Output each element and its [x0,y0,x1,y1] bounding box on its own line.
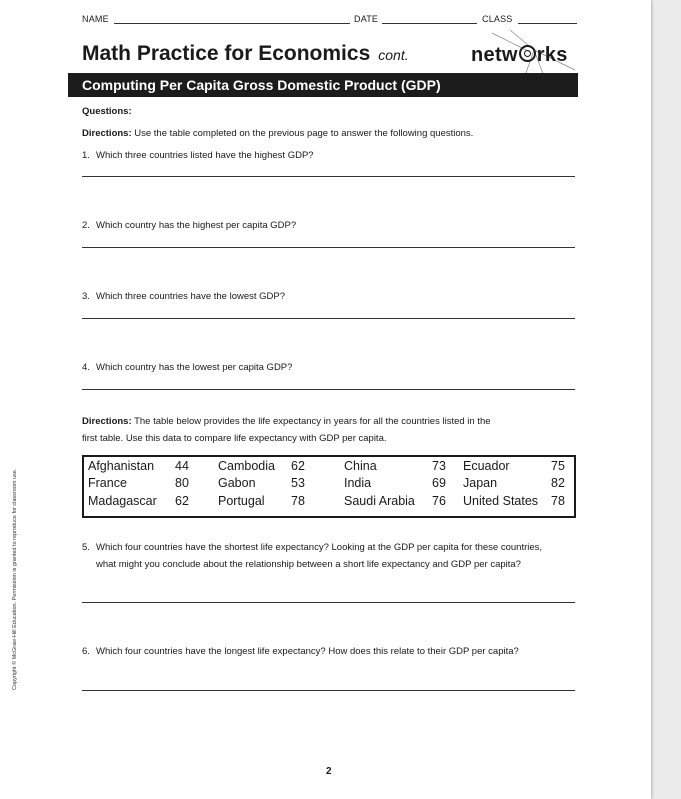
table-cell-country: United States [463,494,539,508]
table-cell-country: Saudi Arabia [344,494,415,508]
table-cell-value: 78 [551,494,565,508]
name-line [114,23,350,24]
table-cell-country: Gabon [218,476,256,490]
networks-logo: netw rks [471,44,568,66]
table-cell-country: China [344,459,377,473]
answer-line-4[interactable] [82,389,575,390]
section-banner [68,73,578,97]
question-2: 2. Which country has the highest per capita GDP? [82,220,297,231]
table-cell-country: India [344,476,372,490]
table-cell-country: Ecuador [463,459,510,473]
table-cell-value: 69 [432,476,446,490]
answer-line-6[interactable] [82,690,575,691]
table-cell-value: 75 [551,459,565,473]
table-cell-value: 53 [291,476,305,490]
answer-line-1[interactable] [82,176,575,177]
directions-2: Directions: The table below provides the life expectancy in years for all the countries listed in the first table. Use this data to compare life expectancy with GDP per capita. [82,416,491,444]
directions-1: Directions: Use the table completed on the previous page to answer the following questions. [82,128,474,139]
question-1: 1. Which three countries listed have the highest GDP? [82,150,314,161]
title-suffix: cont. [378,47,409,63]
table-cell-country: Afghanistan [88,459,155,473]
table-cell-value: 62 [291,459,305,473]
name-label: NAME [82,14,109,24]
table-cell-value: 82 [551,476,565,490]
question-4: 4. Which country has the lowest per capita GDP? [82,362,293,373]
questions-heading: Questions: [82,106,132,117]
table-cell-value: 76 [432,494,446,508]
table-cell-country: Portugal [218,494,265,508]
page-number: 2 [326,766,332,777]
question-5: 5. Which four countries have the shortest life expectancy? Looking at the GDP per capita for these countries, what might you conclude about the relationship between a short life expectancy and GDP per capita? [82,542,543,570]
table-cell-value: 62 [175,494,189,508]
question-3: 3. Which three countries have the lowest GDP? [82,291,286,302]
class-label: CLASS [482,14,513,24]
copyright-notice: Copyright © McGraw-Hill Education. Permission is granted to reproduce for classroom use. [12,468,18,690]
class-line [518,23,577,24]
table-cell-value: 80 [175,476,189,490]
date-line [382,23,477,24]
date-label: DATE [354,14,379,24]
logo-o-icon [519,45,536,62]
table-cell-country: Japan [463,476,498,490]
page-title: Math Practice for Economics cont. [82,42,409,65]
table-cell-value: 78 [291,494,305,508]
question-6: 6. Which four countries have the longest life expectancy? How does this relate to their GDP per capita? [82,646,519,657]
life-expectancy-table [82,455,576,518]
answer-line-3[interactable] [82,318,575,319]
answer-line-5[interactable] [82,602,575,603]
table-cell-value: 73 [432,459,446,473]
answer-line-2[interactable] [82,247,575,248]
table-cell-country: Cambodia [218,459,275,473]
table-cell-country: France [88,476,127,490]
table-cell-value: 44 [175,459,189,473]
table-cell-country: Madagascar [88,494,157,508]
banner-title: Computing Per Capita Gross Domestic Product (GDP) [82,77,441,93]
